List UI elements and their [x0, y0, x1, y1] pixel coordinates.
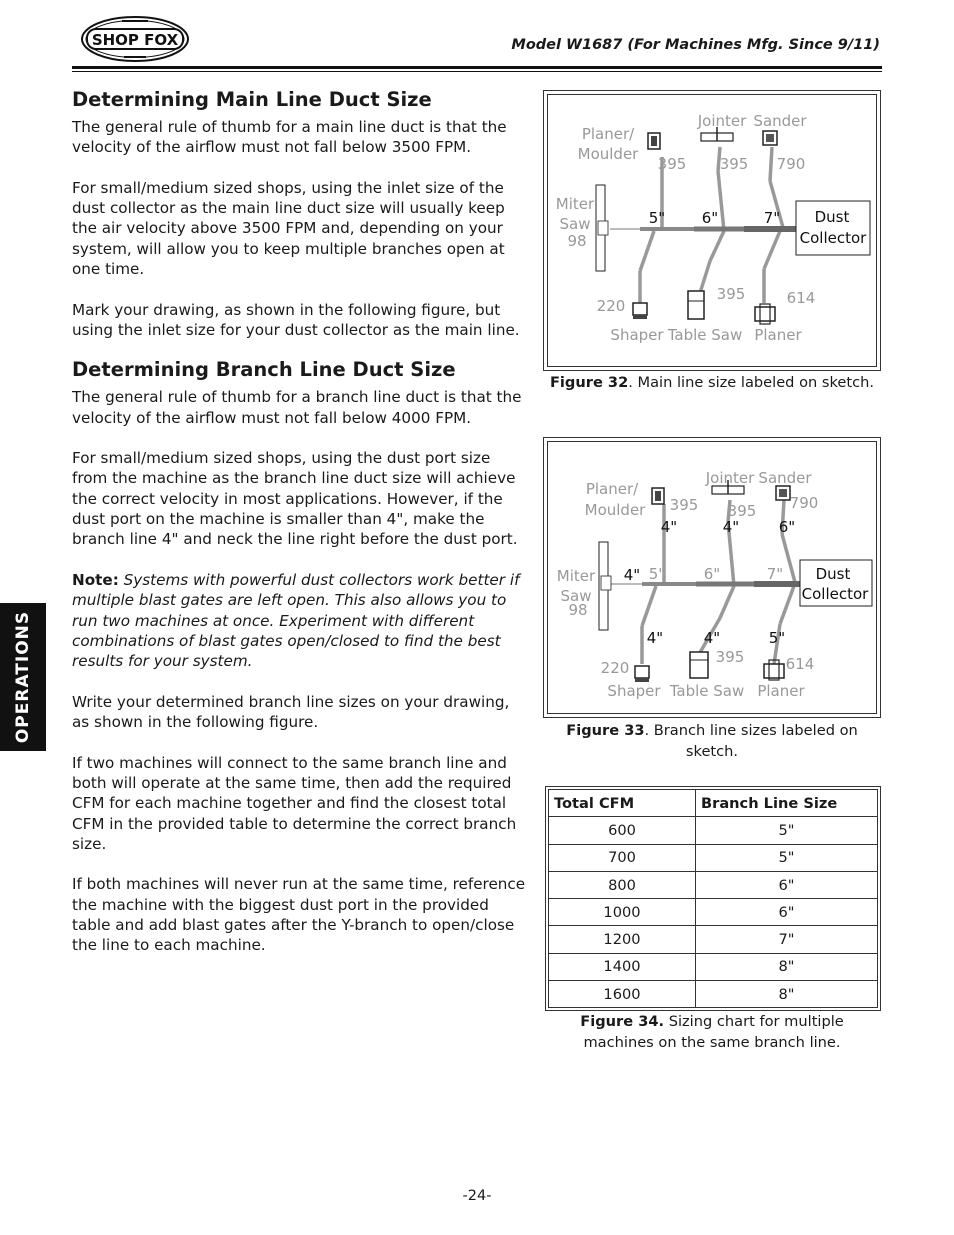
fig32-label-table-saw: Table Saw: [667, 326, 743, 344]
fig33-branch-bottom-2: 4": [703, 629, 721, 647]
main-line-para-1: The general rule of thumb for a main line duct is that the velocity of the airflow must not fall below 3500 FPM.: [72, 118, 507, 157]
main-line-heading: Determining Main Line Duct Size: [72, 88, 432, 111]
fig33-label-planer-moulder-2: Moulder: [584, 501, 646, 519]
figure-33-diagram: [544, 438, 882, 719]
table-header-cell: Branch Line Size: [696, 790, 878, 817]
model-title: Model W1687 (For Machines Mfg. Since 9/11): [511, 37, 880, 53]
figure-32-frame: [543, 90, 881, 371]
fig33-label-table-saw: Table Saw: [669, 682, 745, 700]
table-cell-size: 5": [696, 817, 878, 844]
fig33-cfm-table-saw: 395: [715, 648, 745, 666]
fig33-cfm-sander: 790: [789, 494, 819, 512]
figure-32-caption-label: Figure 32: [549, 374, 629, 391]
fig32-label-shaper: Shaper: [610, 326, 664, 344]
fig33-cfm-planer-moulder: 395: [669, 496, 699, 514]
table-cell-size: 8": [696, 953, 878, 980]
figure-33-frame: [543, 437, 881, 718]
fig32-label-planer-moulder-2: Moulder: [577, 145, 639, 163]
fig33-label-sander: Sander: [758, 469, 812, 487]
fig33-label-jointer: Jointer: [705, 469, 755, 487]
fig32-dust-1: Dust: [814, 208, 850, 226]
note-text: Systems with powerful dust collectors work better if multiple blast gates are left open. This also allows you to run two machines at once. Experiment with different combinations of blast gates open/closed to find the best results for your system.: [72, 570, 520, 671]
table-cell-cfm: 600: [549, 817, 696, 844]
table-header-cell: Total CFM: [549, 790, 696, 817]
fig32-cfm-planer: 614: [786, 289, 816, 307]
header-rule: [72, 66, 882, 69]
fig33-branch-miter: 4": [623, 566, 641, 584]
figure-34-caption-label: Figure 34.: [580, 1013, 665, 1030]
table-row: [549, 871, 878, 898]
fig32-label-planer-moulder-1: Planer/: [581, 125, 635, 143]
figure-32-caption-text: . Main line size labeled on sketch.: [628, 374, 875, 391]
fig33-label-miter-2: Saw: [560, 587, 592, 605]
fig33-dust-1: Dust: [815, 565, 851, 583]
branch-line-para-1: The general rule of thumb for a branch line duct is that the velocity of the airflow must not fall below 4000 FPM.: [72, 388, 522, 427]
branch-line-para-5: If both machines will never run at the same time, reference the machine with the biggest dust port in the provided table and add blast gates after the Y-branch to open/close the line to each machine.: [72, 875, 526, 955]
table-row: [549, 817, 878, 844]
fig32-main-6: 6": [701, 209, 719, 227]
fig32-label-miter-2: Saw: [559, 215, 591, 233]
section-tab: [0, 603, 46, 751]
fig33-cfm-planer: 614: [785, 655, 815, 673]
table-cell-size: 7": [696, 926, 878, 953]
branch-line-para-2: For small/medium sized shops, using the dust port size from the machine as the branch line duct size will achieve the correct velocity in most applications. However, if the dust port on the machine is smaller than 4", make the branch line 4" and neck the line right before the dust port.: [72, 449, 518, 549]
fig33-label-miter-1: Miter: [556, 567, 596, 585]
fig32-cfm-sander: 790: [776, 155, 806, 173]
table-row: [549, 981, 878, 1008]
fig33-dust-2: Collector: [801, 585, 869, 603]
fig32-label-sander: Sander: [753, 112, 807, 130]
table-cell-cfm: 1600: [549, 981, 696, 1008]
table-row: [549, 926, 878, 953]
fig32-main-5: 5": [648, 209, 666, 227]
fig32-cfm-shaper: 220: [596, 297, 626, 315]
table-cell-size: 6": [696, 871, 878, 898]
figure-33-caption: [543, 721, 881, 762]
fig33-branch-bottom-1: 4": [646, 629, 664, 647]
fig33-branch-top-1: 4": [660, 518, 678, 536]
fig33-branch-top-2: 4": [722, 518, 740, 536]
figure-34-caption: [553, 1012, 871, 1053]
table-cell-cfm: 700: [549, 844, 696, 871]
table-cell-cfm: 800: [549, 871, 696, 898]
left-column: [72, 88, 527, 956]
note-paragraph: [72, 570, 527, 671]
table-cell-cfm: 1000: [549, 899, 696, 926]
table-header-row: [549, 790, 878, 817]
fig32-label-miter-1: Miter: [555, 195, 595, 213]
cfm-sizing-table: [545, 786, 881, 1011]
fig33-label-planer: Planer: [757, 682, 805, 700]
table-row: [549, 899, 878, 926]
fig32-cfm-miter: 98: [567, 232, 587, 250]
figure-32-caption: [543, 373, 881, 394]
page-number: -24-: [462, 1188, 492, 1204]
table-cell-cfm: 1400: [549, 953, 696, 980]
table-row: [549, 844, 878, 871]
table-row: [549, 953, 878, 980]
fig33-cfm-miter: 98: [568, 601, 588, 619]
fig32-main-7: 7": [763, 209, 781, 227]
main-line-para-2: For small/medium sized shops, using the inlet size of the dust collector as the main line duct size will usually keep the air velocity above 3500 FPM and, depending on your system, will allow you to keep multiple branches open at one time.: [72, 178, 505, 279]
figure-33-caption-text: . Branch line sizes labeled on sketch.: [644, 722, 858, 760]
fig32-dust-2: Collector: [799, 229, 867, 247]
fig33-branch-top-3: 6": [778, 518, 796, 536]
table-cell-size: 6": [696, 899, 878, 926]
branch-line-para-4: If two machines will connect to the same branch line and both will operate at the same time, then add the required CFM for each machine together and find the closest total CFM in the provided table to determine the correct branch size.: [72, 753, 517, 853]
fig33-main-5: 5": [648, 565, 666, 583]
fig33-main-7: 7": [766, 565, 784, 583]
fig33-main-6: 6": [703, 565, 721, 583]
fig32-cfm-table-saw: 395: [716, 285, 746, 303]
figure-34-caption-text: Sizing chart for multiple machines on the same branch line.: [583, 1013, 844, 1051]
figure-32-diagram: [544, 91, 882, 372]
table-cell-cfm: 1200: [549, 926, 696, 953]
fig32-cfm-jointer: 395: [719, 155, 749, 173]
table-cell-size: 5": [696, 844, 878, 871]
fig33-label-planer-moulder-1: Planer/: [585, 480, 639, 498]
note-label: Note:: [72, 570, 119, 589]
table-cell-size: 8": [696, 981, 878, 1008]
fig33-cfm-shaper: 220: [600, 659, 630, 677]
header-rule-thin: [72, 71, 882, 72]
fig33-branch-bottom-3: 5": [768, 629, 786, 647]
fig32-label-planer: Planer: [754, 326, 802, 344]
fig32-cfm-planer-moulder: 395: [657, 155, 687, 173]
branch-line-para-3: Write your determined branch line sizes on your drawing, as shown in the following figure.: [72, 692, 510, 732]
fig33-label-shaper: Shaper: [607, 682, 661, 700]
figure-33-caption-label: Figure 33: [566, 722, 645, 739]
main-line-para-3: Mark your drawing, as shown in the following figure, but using the inlet size for your dust collector as the main line.: [72, 300, 520, 339]
section-tab-label: OPERATIONS: [13, 610, 33, 744]
branch-line-heading: Determining Branch Line Duct Size: [72, 358, 456, 382]
fig33-cfm-jointer: 395: [727, 502, 757, 520]
fig32-label-jointer: Jointer: [697, 112, 747, 130]
logo-text: SHOP FOX: [91, 31, 179, 49]
shop-fox-logo: [80, 14, 190, 64]
